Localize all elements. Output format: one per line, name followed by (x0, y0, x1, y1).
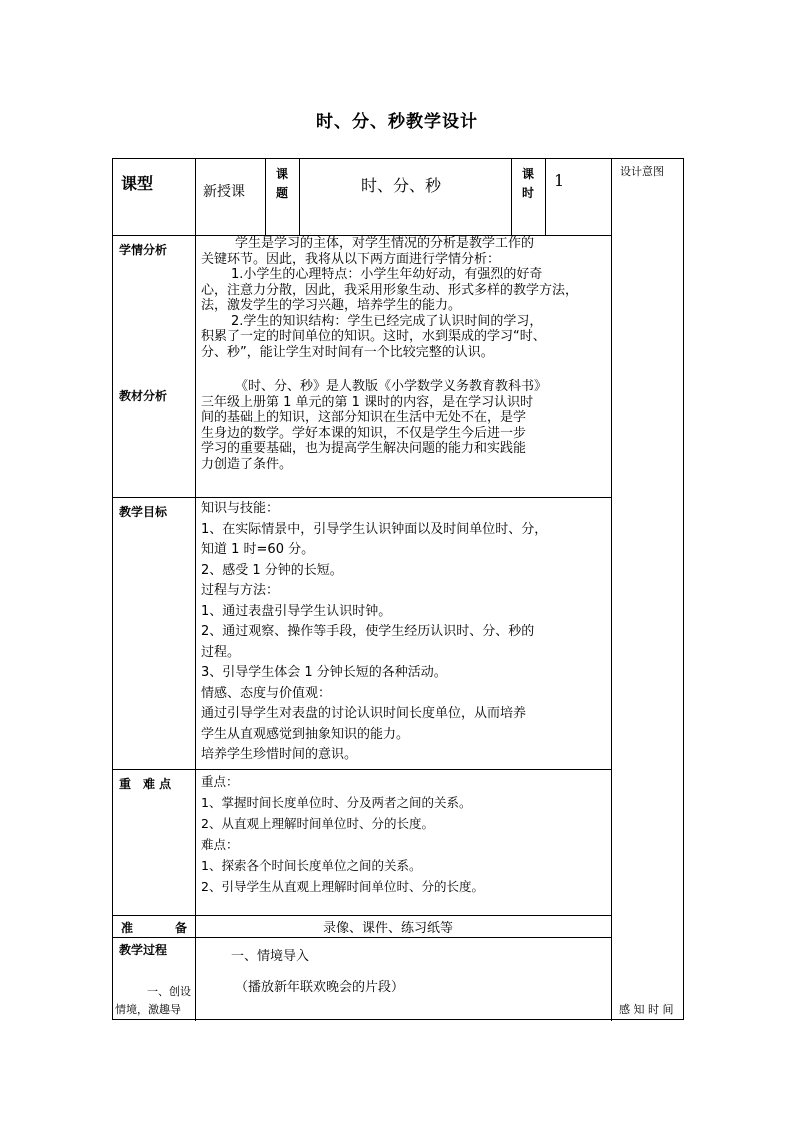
process-step-label-1: 一、创设 (147, 985, 191, 998)
topic-label-2: 题 (276, 186, 289, 200)
goals-label: 教学目标 (119, 505, 168, 519)
hours-value: 1 (554, 171, 565, 190)
table-divider (113, 937, 611, 938)
course-type-label: 课型 (121, 174, 154, 193)
learner-analysis-label: 学情分析 (119, 243, 168, 257)
key-points-label: 重 难 点 (119, 777, 172, 791)
table-divider (265, 159, 266, 235)
preparation-label-right: 备 (175, 921, 188, 935)
learner-analysis-text: 学生是学习的主体，对学生情况的分析是教学工作的 关键环节。因此，我将从以下两方面进行学情分析： 1.小学生的心理特点：小学生年幼好动，有强烈的好奇 心，注意力分散，因此，我采用形象生动、形式多样的教学方法， 法，激发学生的学习兴趣，培养学生的能力。 2.学生的知识结构：学生已经完成了认识时间的学习， 积累了一定的时间单位的知识。这时，水到渠成的学习“时、 分、秒”，能让学生对时间有一个比较完整的认识。 (201, 236, 579, 360)
lesson-plan-table (112, 158, 684, 1020)
topic-label-1: 课 (276, 167, 289, 181)
preparation-value: 录像、课件、练习纸等 (323, 921, 454, 936)
key-points-text: 重点： 1、掌握时间长度单位时、分及两者之间的关系。 2、从直观上理解时间单位时、分的长度。 难点： 1、探索各个时间长度单位之间的关系。 2、引导学生从直观上理解时间单位时、分的长度。 (201, 774, 484, 894)
document-title: 时、分、秒教学设计 (316, 112, 478, 132)
intent-note: 感 知 时 间 (619, 1003, 674, 1016)
process-step-note: （播放新年联欢晚会的片段） (235, 980, 405, 995)
process-step-title: 一、情境导入 (231, 949, 310, 964)
table-divider (511, 159, 512, 235)
table-divider (113, 769, 611, 770)
table-divider (113, 497, 611, 498)
topic-value: 时、分、秒 (361, 176, 442, 195)
design-intent-label: 设计意图 (620, 165, 664, 178)
hours-label-1: 课 (522, 167, 535, 181)
process-step-label-2: 情境，激趣导 (115, 1003, 181, 1016)
table-divider (611, 159, 612, 1021)
process-label: 教学过程 (119, 943, 168, 957)
goals-text: 知识与技能： 1、在实际情景中，引导学生认识钟面以及时间单位时、分， 知道 1 时=60 分。 2、感受 1 分钟的长短。 过程与方法： 1、通过表盘引导学生认识时钟。 2、通过观察、操作等手段，使学生经历认识时、分、秒的 过程。 3、引导学生体会 1 分钟长短的各种活动。 情感、态度与价值观： 通过引导学生对表盘的讨论认识时间长度单位，从而培养 学生从直观感觉到抽象知识的能力。 培养学生珍惜时间的意识。 (201, 501, 548, 762)
preparation-label-left: 准 (121, 921, 134, 935)
table-divider (545, 159, 546, 235)
hours-label-2: 时 (522, 186, 535, 200)
material-analysis-label: 教材分析 (119, 389, 168, 403)
table-divider (113, 915, 611, 916)
table-divider (299, 159, 300, 235)
material-analysis-text: 《时、分、秒》是人教版《小学数学义务教育教科书》 三年级上册第 1 单元的第 1 课时的内容，是在学习认识时 间的基础上的知识，这部分知识在生活中无处不在，是学 生身边的数学。学好本课的知识，不仅是学生今后进一步 学习的重要基础，也为提高学生解决问题的能力和实践能 力创造了条件。 (201, 379, 548, 472)
course-type-value: 新授课 (203, 184, 245, 200)
table-divider (195, 159, 196, 1021)
